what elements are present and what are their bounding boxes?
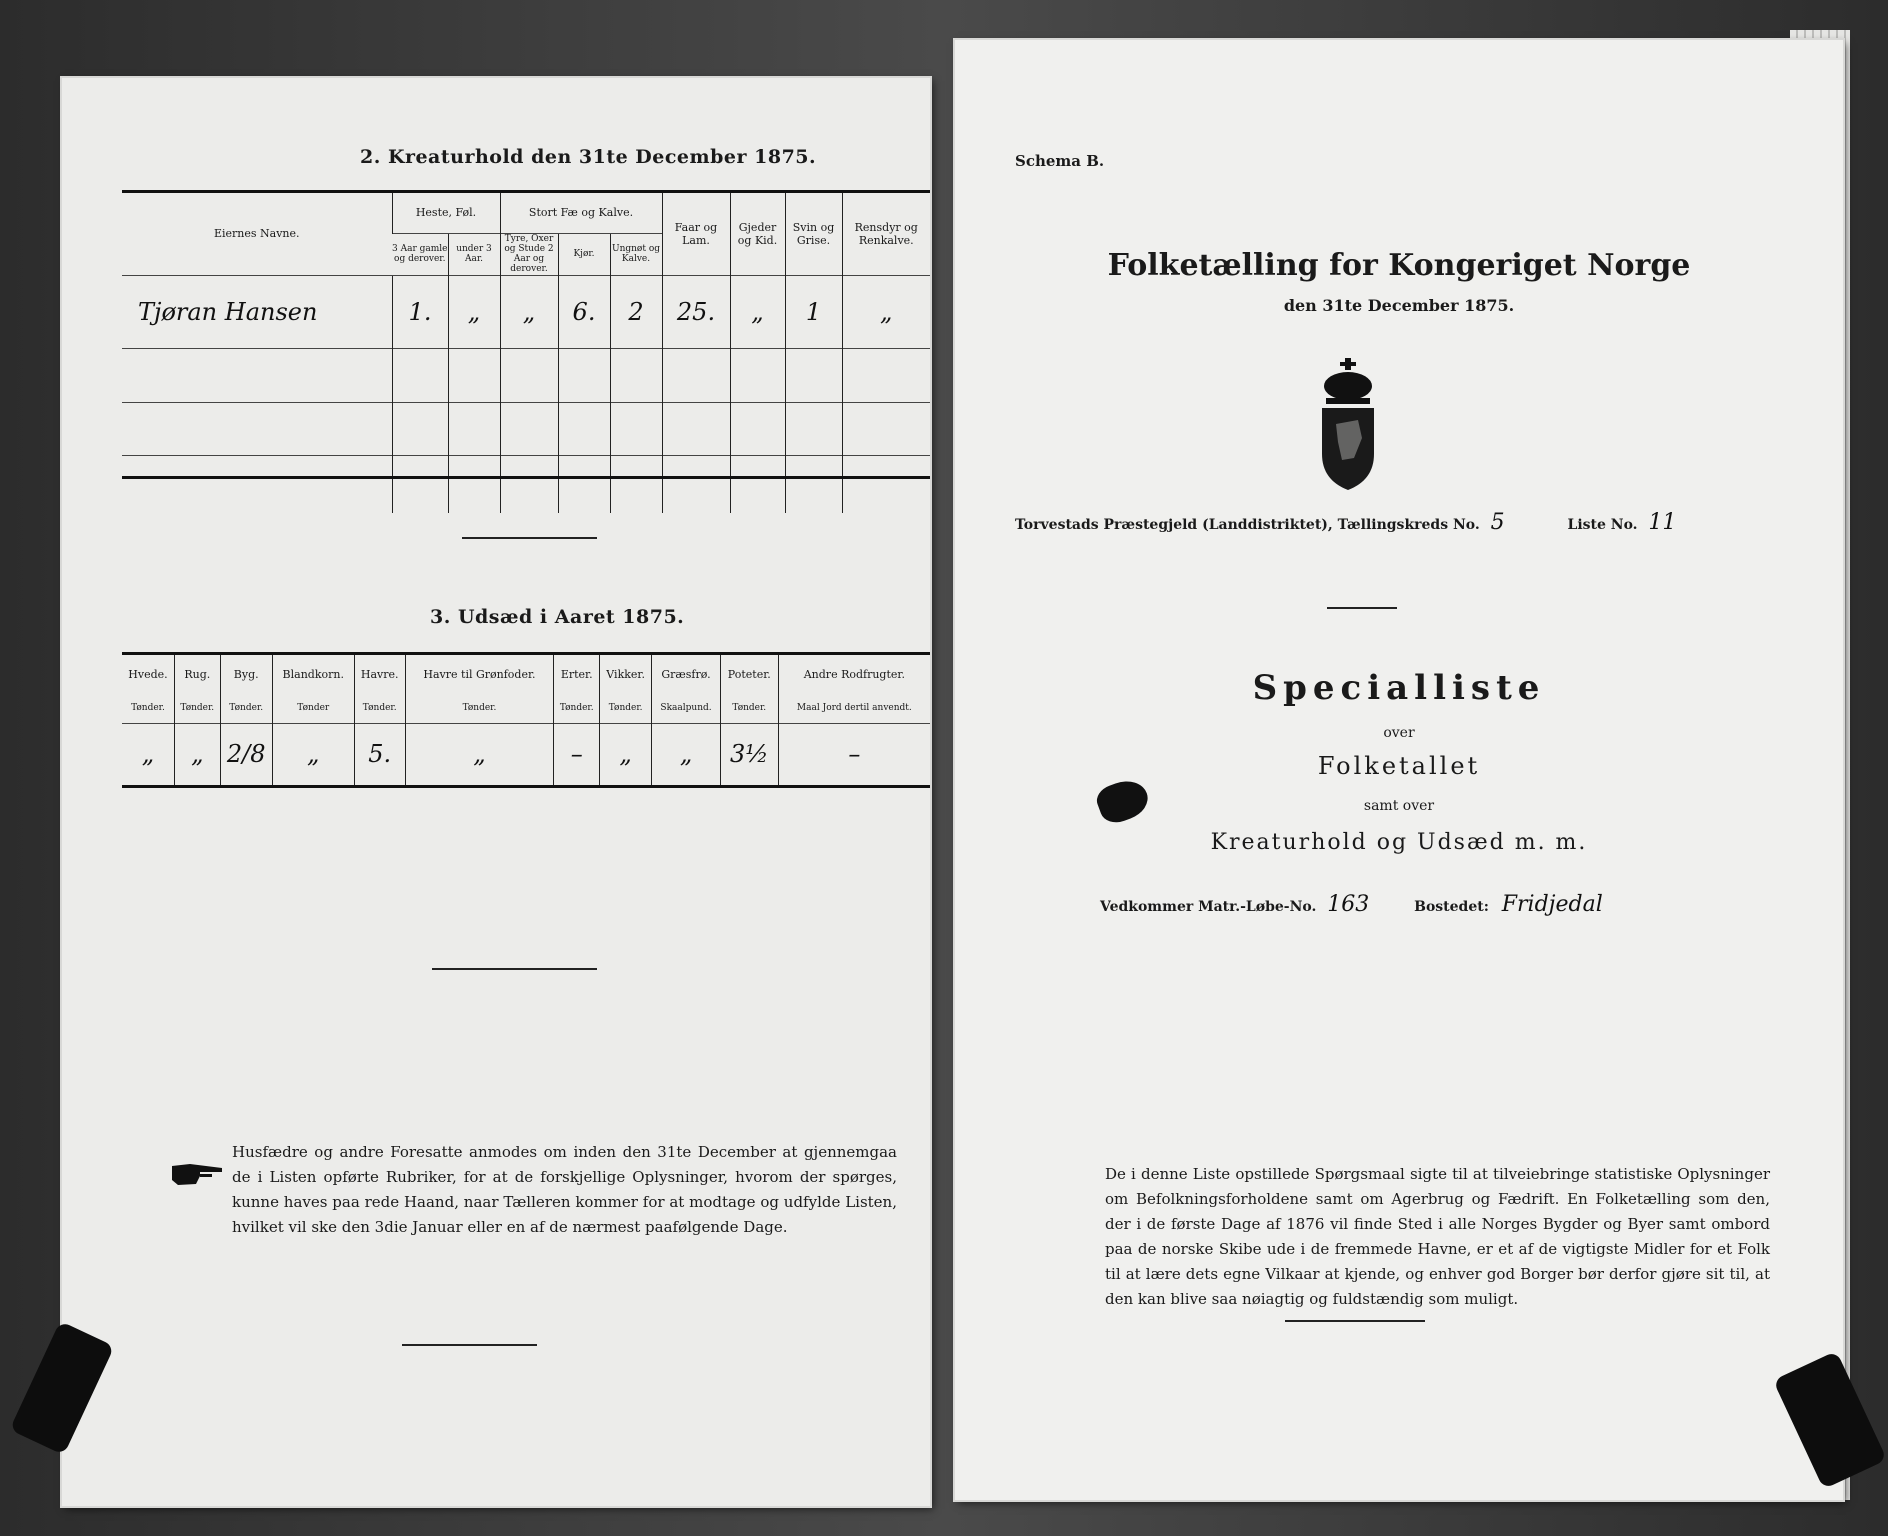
- matr-label: Vedkommer Matr.-Løbe-No.: [1100, 899, 1317, 915]
- bosted-label: Bostedet:: [1414, 899, 1489, 915]
- table-row: [122, 723, 930, 785]
- pointing-hand-icon: [170, 1158, 226, 1188]
- seed-header: Græsfrø.: [652, 655, 721, 693]
- right-page: [955, 40, 1843, 1500]
- liste-label: Liste No.: [1567, 517, 1638, 533]
- col-owner-header: Eiernes Navne.: [213, 227, 300, 241]
- table-row: [122, 349, 930, 402]
- seed-table-bottom-rule: [122, 785, 930, 788]
- col-cattle-b-header: Kjør.: [558, 233, 610, 275]
- seed-table: [122, 655, 930, 785]
- seed-header: Byg.: [220, 655, 272, 693]
- col-horse-header: Heste, Føl.: [392, 193, 500, 233]
- seed-unit: Tønder.: [600, 693, 652, 723]
- livestock-table-bottom-rule: [122, 476, 930, 479]
- seed-value: „: [652, 723, 721, 785]
- table-row: [122, 455, 930, 513]
- seed-header: Hvede.: [128, 667, 168, 681]
- cattle-a-value: „: [500, 275, 558, 349]
- seed-unit: Skaalpund.: [652, 693, 721, 723]
- col-horse-b-header: under 3 Aar.: [448, 233, 500, 275]
- seed-value: „: [272, 723, 354, 785]
- over-label: over: [1383, 725, 1415, 741]
- seed-unit: Tønder.: [174, 693, 220, 723]
- seed-unit: Tønder.: [354, 693, 405, 723]
- table-row: [122, 402, 930, 455]
- seed-value: –: [554, 723, 600, 785]
- seed-header: Andre Rodfrugter.: [778, 655, 930, 693]
- owner-name: Tjøran Hansen: [122, 275, 392, 349]
- col-goats-header: Gjeder og Kid.: [730, 193, 785, 275]
- livestock-table: [122, 193, 930, 513]
- instructions-notice: Husfædre og andre Foresatte anmodes om inden den 31te December at gjennemgaa de i Listen opførte Rubriker, for at de forskjellige Oplysninger, hvorom der spørges, kunne haves paa rede Haand, naar Tælleren kommer for at modtage og udfylde Listen, hvilket vil ske den 3die Januar eller en af de nærmest paafølgende Dage.: [232, 1143, 897, 1236]
- divider: [1285, 1320, 1425, 1322]
- seed-value: „: [405, 723, 554, 785]
- horse-a-value: 1.: [392, 275, 448, 349]
- cattle-b-value: 6.: [558, 275, 610, 349]
- seed-unit: Tønder: [272, 693, 354, 723]
- left-page: [62, 78, 930, 1506]
- col-cattle-c-header: Ungnøt og Kalve.: [610, 233, 662, 275]
- seed-value: –: [778, 723, 930, 785]
- seed-unit: Tønder.: [554, 693, 600, 723]
- seed-unit: Tønder.: [405, 693, 554, 723]
- samt-over-label: samt over: [1363, 798, 1435, 814]
- sheep-value: 25.: [662, 275, 730, 349]
- section3-title: 3. Udsæd i Aaret 1875.: [430, 606, 685, 628]
- section2-title: 2. Kreaturhold den 31te December 1875.: [360, 146, 817, 168]
- pigs-value: 1: [785, 275, 842, 349]
- seed-header: Rug.: [174, 655, 220, 693]
- seed-header: Poteter.: [720, 655, 778, 693]
- horse-b-value: „: [448, 275, 500, 349]
- district-line: [1015, 510, 1783, 535]
- seed-header: Erter.: [554, 655, 600, 693]
- seed-header: Blandkorn.: [272, 655, 354, 693]
- reindeer-value: „: [842, 275, 930, 349]
- col-cattle-a-header: Tyre, Oxer og Stude 2 Aar og derover.: [500, 233, 558, 275]
- seed-header: Havre.: [354, 655, 405, 693]
- seed-unit: Maal Jord dertil anvendt.: [778, 693, 930, 723]
- census-title: Folketælling for Kongeriget Norge: [1107, 248, 1691, 283]
- district-number: 5: [1490, 510, 1505, 535]
- col-reindeer-header: Rensdyr og Renkalve.: [842, 193, 930, 275]
- col-horse-a-header: 3 Aar gamle og derover.: [392, 233, 448, 275]
- divider: [432, 968, 597, 970]
- folketallet-heading: Folketallet: [1317, 752, 1481, 780]
- goats-value: „: [730, 275, 785, 349]
- seed-value: 2/8: [220, 723, 272, 785]
- ink-blot: [1093, 775, 1153, 828]
- seed-unit: Tønder.: [720, 693, 778, 723]
- census-date: den 31te December 1875.: [1283, 296, 1515, 315]
- col-pigs-header: Svin og Grise.: [785, 193, 842, 275]
- kreaturhold-heading: Kreaturhold og Udsæd m. m.: [1210, 830, 1588, 855]
- col-sheep-header: Faar og Lam.: [662, 193, 730, 275]
- matr-line: [1100, 892, 1750, 917]
- schema-label: Schema B.: [1015, 152, 1105, 170]
- seed-unit: Tønder.: [220, 693, 272, 723]
- purpose-paragraph: De i denne Liste opstillede Spørgsmaal sigte til at tilveiebringe statistiske Oplysninger om Befolkningsforholdene samt om Agerbrug og Fædrift. En Folketælling som den, der i de første Dage af 1876 vil finde Sted i alle Norges Bygder og Byer samt ombord paa de norske Skibe ude i de fremmede Havne, er et af de vigtigste Midler for et Folk til at lære dets egne Vilkaar at kjende, og enhver god Borger bør derfor gjøre sit til, at den kan blive saa nøiagtig og fuldstændig som muligt.: [1105, 1165, 1770, 1308]
- seed-value: 5.: [354, 723, 405, 785]
- seed-header: Havre til Grønfoder.: [405, 655, 554, 693]
- seed-value: 3½: [720, 723, 778, 785]
- seed-value: „: [122, 723, 174, 785]
- liste-number: 11: [1648, 510, 1677, 535]
- table-row: [122, 275, 930, 349]
- seed-value: „: [600, 723, 652, 785]
- cattle-c-value: 2: [610, 275, 662, 349]
- matr-number: 163: [1327, 892, 1370, 917]
- col-cattle-header: Stort Fæ og Kalve.: [500, 193, 662, 233]
- bleedthrough-text: [1495, 160, 1795, 180]
- seed-unit: Tønder.: [131, 702, 165, 713]
- bosted-value: Fridjedal: [1501, 892, 1603, 917]
- seed-header: Vikker.: [600, 655, 652, 693]
- divider: [1327, 607, 1397, 609]
- divider: [462, 537, 597, 539]
- coat-of-arms-icon: [1318, 358, 1378, 493]
- divider: [402, 1344, 537, 1346]
- specialliste-heading: Specialliste: [1252, 668, 1546, 708]
- seed-value: „: [174, 723, 220, 785]
- district-label: Torvestads Præstegjeld (Landdistriktet), Tællingskreds No.: [1015, 517, 1480, 533]
